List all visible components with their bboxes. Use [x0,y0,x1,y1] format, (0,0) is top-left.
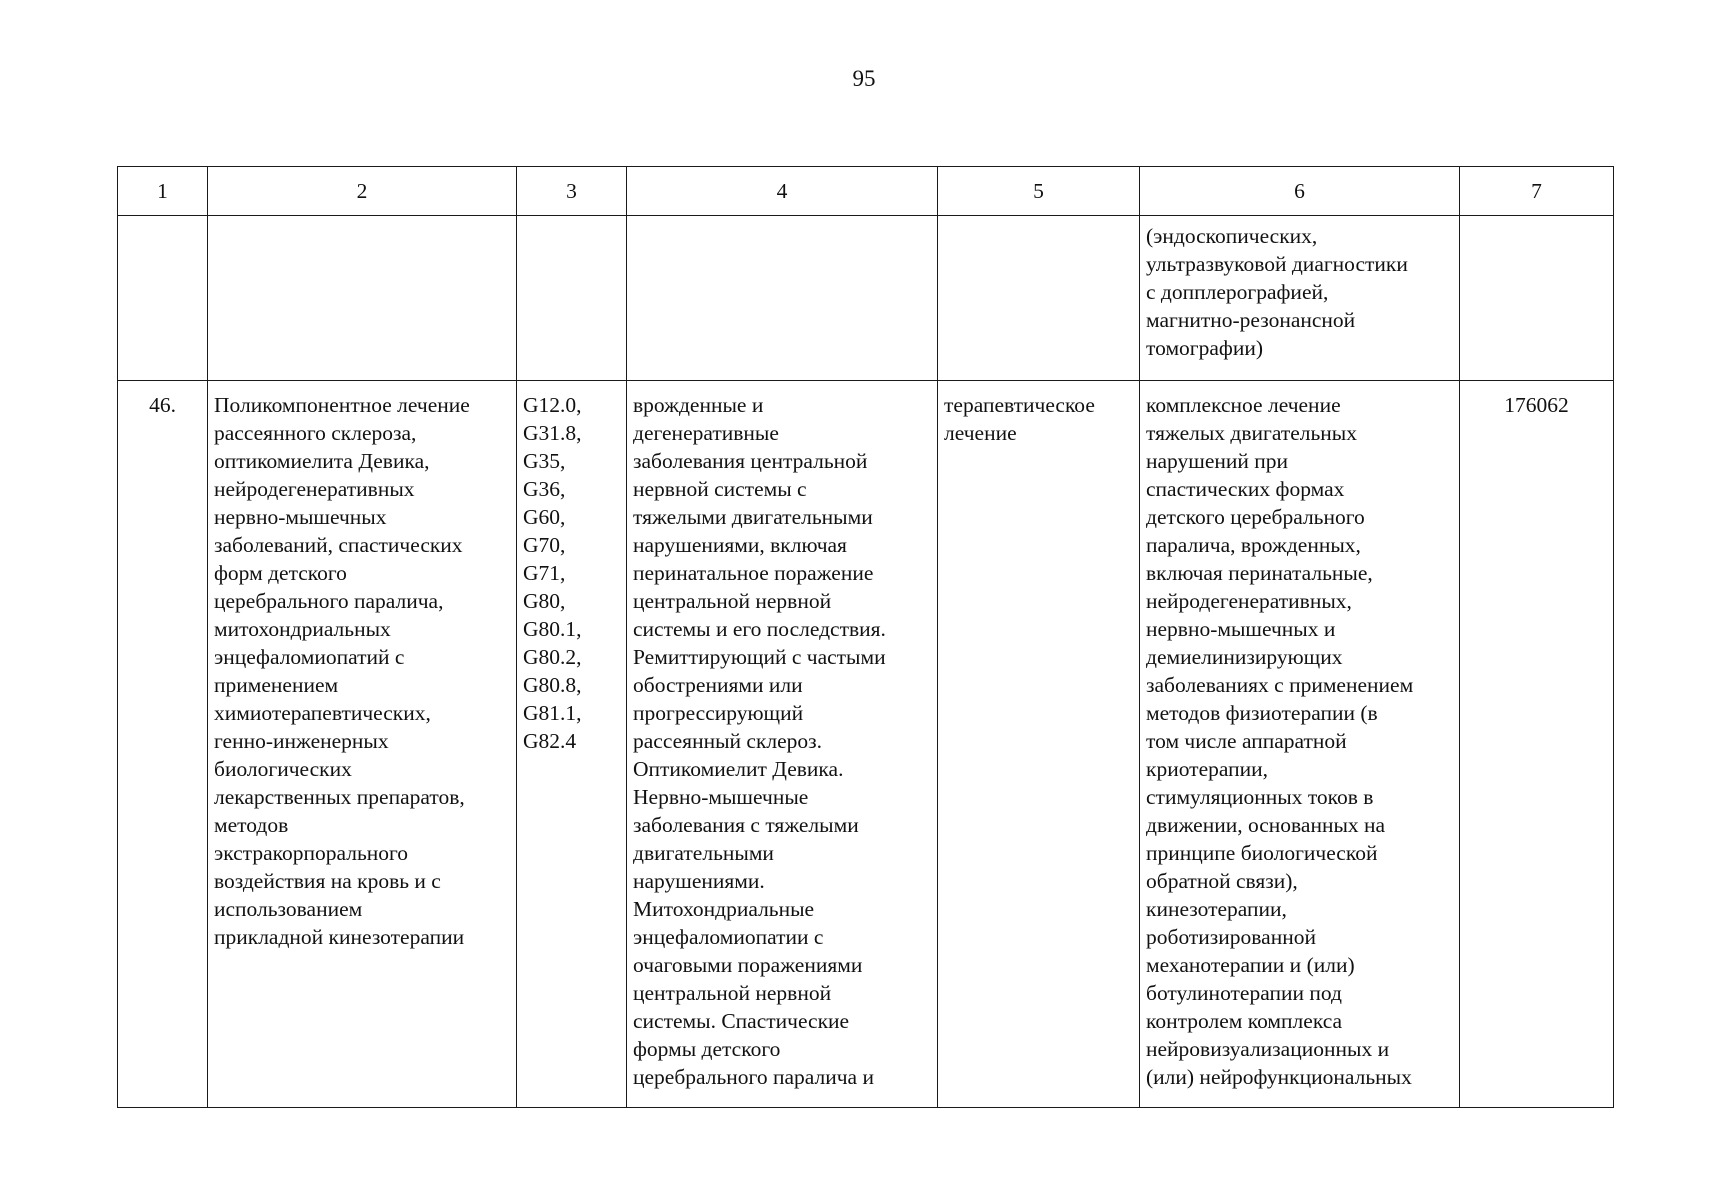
treatment-method: комплексное лечение тяжелых двигательных нарушений при спастических формах детского церебрального паралича, врожденных, включая перинатальные, нейродегенеративных, нервно-мышечных и демиелинизирующих заболеваниях с применением методов физиотерапии (в том числе аппаратной криотерапии, стимуляционных токов в движении, основанных на принципе биологической обратной связи), кинезотерапии, роботизированной механотерапии и (или) ботулинотерапии под контролем комплекса нейровизуализационных и (или) нейрофункциональных [1140,381,1460,1108]
table-header-row [118,167,1614,216]
patient-model: врожденные и дегенеративные заболевания центральной нервной системы с тяжелыми двигательными нарушениями, включая перинатальное поражение центральной нервной системы и его последствия. Ремиттирующий с частыми обострениями или прогрессирующий рассеянный склероз. Оптикомиелит Девика. Нервно-мышечные заболевания с тяжелыми двигательными нарушениями. Митохондриальные энцефаломиопатии с очаговыми поражениями центральной нервной системы. Спастические формы детского церебрального паралича и [627,381,938,1108]
treatment-type: терапевтическое лечение [938,381,1140,1108]
cont-cell-5 [938,216,1140,381]
cont-cell-1 [118,216,208,381]
column-header-6: 6 [1140,167,1460,216]
continuation-row [118,216,1614,381]
column-header-2: 2 [208,167,517,216]
icd-codes: G12.0, G31.8, G35, G36, G60, G70, G71, G80, G80.1, G80.2, G80.8, G81.1, G82.4 [517,381,627,1108]
cont-cell-4 [627,216,938,381]
cont-cell-3 [517,216,627,381]
row-number: 46. [118,381,208,1108]
column-header-7: 7 [1460,167,1614,216]
care-type-name: Поликомпонентное лечение рассеянного склероза, оптикомиелита Девика, нейродегенеративных нервно-мышечных заболеваний, спастических форм детского церебрального паралича, митохондриальных энцефаломиопатий с применением химиотерапевтических, генно-инженерных биологических лекарственных препаратов, методов экстракорпорального воздействия на кровь и с использованием прикладной кинезотерапии [208,381,517,1108]
table-row [118,381,1614,1108]
cont-cell-method: (эндоскопических, ультразвуковой диагностики с допплерографией, магнитно-резонансной томографии) [1140,216,1460,381]
standard-cost: 176062 [1460,381,1614,1108]
column-header-4: 4 [627,167,938,216]
cont-cell-2 [208,216,517,381]
cont-cell-7 [1460,216,1614,381]
page-number: 95 [852,66,876,91]
column-header-5: 5 [938,167,1140,216]
column-header-3: 3 [517,167,627,216]
medical-care-table [117,166,1614,1108]
column-header-1: 1 [118,167,208,216]
